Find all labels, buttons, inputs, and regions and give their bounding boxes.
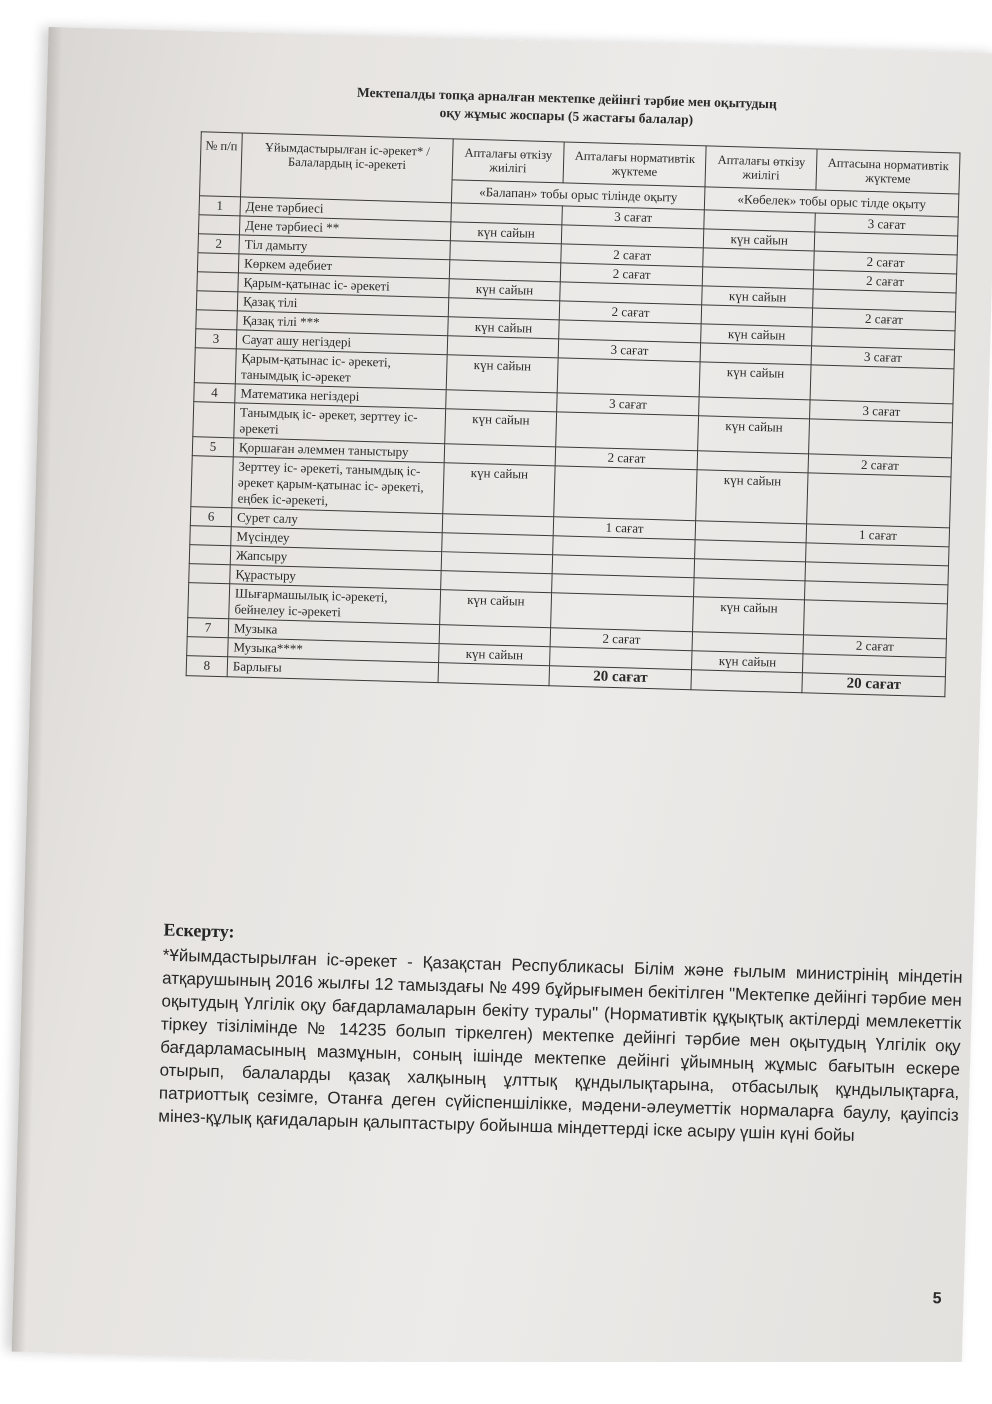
row-number (194, 348, 236, 384)
normative-load-balapan (551, 593, 694, 632)
activity-name: Қазақ тілі *** (237, 311, 448, 336)
normative-load-balapan: 20 сағат (549, 666, 692, 690)
weekly-frequency-balapan: күн сайын (446, 355, 558, 393)
weekly-frequency-kobelek: күн сайын (699, 362, 811, 400)
row-number (196, 310, 238, 330)
notes-heading: Ескерту: (163, 919, 235, 942)
activity-name: Музыка (228, 619, 439, 644)
row-number: 4 (194, 383, 236, 403)
row-number: 7 (187, 618, 229, 638)
row-number: 2 (198, 234, 240, 254)
header-weekly-freq-1: Апталағы өткізу жиілігі (452, 139, 564, 183)
activity-name: Құрастыру (230, 565, 441, 590)
row-number (189, 545, 231, 565)
header-weekly-freq-2: Апталағы өткізу жиілігі (705, 146, 817, 190)
weekly-frequency-balapan: күн сайын (450, 222, 562, 244)
normative-load-kobelek (804, 600, 948, 639)
activity-name: Тіл дамыту (239, 235, 450, 260)
normative-load-balapan: 3 сағат (562, 206, 705, 229)
weekly-frequency-kobelek: күн сайын (704, 229, 816, 251)
weekly-frequency-balapan: күн сайын (449, 279, 561, 301)
row-number (198, 215, 240, 235)
weekly-frequency-kobelek: күн сайын (693, 597, 805, 635)
page-number: 5 (932, 1290, 942, 1308)
weekly-frequency-balapan: күн сайын (439, 644, 551, 666)
activity-name: Дене тәрбиесі ** (239, 216, 450, 241)
notes-section (158, 919, 964, 1150)
header-normative-load-1: Апталағы нормативтік жүктеме (563, 142, 706, 187)
activity-name: Танымдық іс- әрекет, зерттеу іс- әрекеті (234, 403, 446, 444)
weekly-frequency-kobelek: күн сайын (692, 651, 804, 673)
page-shadow-edge (12, 27, 63, 1352)
document-page (12, 27, 992, 1378)
normative-load-balapan (556, 412, 699, 451)
activity-name: Дене тәрбиесі (240, 197, 451, 222)
row-number (197, 272, 239, 292)
normative-load-kobelek: 2 сағат (808, 454, 951, 477)
activity-name: Математика негіздері (235, 384, 446, 409)
normative-load-kobelek: 2 сағат (813, 270, 956, 293)
normative-load-kobelek: 2 сағат (812, 308, 955, 331)
row-number: 5 (192, 437, 234, 457)
normative-load-kobelek: 3 сағат (815, 213, 958, 236)
activity-name: Қарым-қатынас іс- әрекеті (238, 273, 449, 298)
normative-load-kobelek: 3 сағат (811, 346, 954, 369)
row-number (197, 253, 239, 273)
normative-load-kobelek (810, 365, 954, 404)
activity-name: Қоршаған әлеммен таныстыру (233, 438, 444, 463)
notes-text: *Ұйымдастырылған іс-әрекет - Қазақстан Республикасы Білім және ғылым министрінің міндетін атқарушының 2016 жылғы 12 тамыздағы № 499 бұйрығымен бекітілген "Мектепке дейінгі тәрбие мен оқытудың Үлгілік оқу бағдарламаларын бекіту туралы" (Нормативтік құқықтық актілерді мемлекеттік тіркеу тізілімінде № 14235 болып тіркелген) мектепке дейінгі тәрбие мен оқытудың Үлгілік оқу бағдарламасының мазмұнын, соның ішінде мектепке дейінгі ұйымның жұмыс бағытын ескере отырып, балаларды қазақ халқының ұлттық құндылықтарына, отбасылық құндылықтарға, патриоттық сезімге, Отанға деген сүйіспеншілікке, мәдени-әлеуметтік нормаларға баулу, қауіпсіз мінез-құлық қағидаларын қалыптастыру бойынша міндеттерді іске асыру үшін күні бойы (158, 945, 963, 1145)
normative-load-balapan: 3 сағат (558, 339, 701, 362)
weekly-frequency-kobelek: күн сайын (696, 470, 808, 524)
row-number (191, 456, 233, 508)
normative-load-kobelek: 1 сағат (806, 524, 949, 547)
header-group-balapan: «Балапан» тобы орыс тілінде оқыту (451, 180, 705, 210)
normative-load-balapan: 1 сағат (553, 517, 696, 540)
row-number (196, 291, 238, 311)
row-number: 8 (186, 656, 228, 677)
normative-load-balapan (557, 358, 700, 397)
background-strip (0, 1362, 992, 1404)
activity-name: Жапсыру (230, 546, 441, 571)
weekly-frequency-balapan: күн сайын (445, 409, 557, 447)
weekly-frequency-balapan: күн сайын (443, 463, 555, 517)
title-line-2: оқу жұмыс жоспары (5 жастағы балалар) (439, 104, 694, 128)
normative-load-kobelek: 2 сағат (814, 251, 957, 274)
weekly-frequency-balapan (438, 663, 550, 686)
normative-load-kobelek: 3 сағат (810, 400, 953, 423)
header-activity: Ұйымдастырылған іс-әрекет* /Балалардың іс-әрекеті (241, 133, 454, 203)
row-number: 1 (199, 196, 241, 216)
normative-load-balapan: 2 сағат (555, 447, 698, 470)
header-num: № п/п (200, 132, 243, 197)
row-number (190, 526, 232, 546)
activity-name: Қазақ тілі (237, 292, 448, 317)
row-number (189, 564, 231, 584)
row-number (193, 402, 235, 438)
normative-load-balapan: 2 сағат (560, 263, 703, 286)
activity-name: Көркем әдебиет (238, 254, 449, 279)
row-number (188, 583, 230, 619)
normative-load-balapan (554, 466, 698, 521)
row-number (187, 637, 229, 657)
normative-load-kobelek (807, 473, 951, 528)
activity-name: Мүсіндеу (231, 527, 442, 552)
normative-load-balapan: 2 сағат (550, 628, 693, 651)
activity-name: Барлығы (227, 657, 438, 683)
weekly-frequency-kobelek: күн сайын (702, 286, 814, 308)
header-normative-load-2: Аптасына нормативтік жүктеме (816, 149, 960, 194)
activity-name: Сауат ашу негіздері (236, 330, 447, 355)
normative-load-balapan: 3 сағат (557, 393, 700, 416)
title-line-1: Мектепалды топқа арналған мектепке дейінгі тәрбие мен оқытудың (356, 84, 777, 112)
weekly-frequency-balapan: күн сайын (440, 590, 552, 628)
normative-load-kobelek (809, 419, 953, 458)
row-number: 6 (190, 507, 232, 527)
normative-load-kobelek: 2 сағат (803, 635, 946, 658)
activity-name: Зерттеу іс- әрекеті, танымдық іс- әрекет қарым-қатынас іс- әрекеті, еңбек іс-әрекеті, (232, 457, 444, 514)
weekly-frequency-kobelek (691, 670, 803, 693)
document-title (286, 82, 847, 134)
activity-name: Шығармашылық іс-әрекеті, бейнелеу іс-әрекеті (229, 584, 441, 625)
normative-load-balapan: 2 сағат (561, 244, 704, 267)
activity-name: Сурет салу (231, 508, 442, 533)
weekly-frequency-kobelek: күн сайын (698, 416, 810, 454)
weekly-frequency-kobelek: күн сайын (701, 324, 813, 346)
normative-load-balapan: 2 сағат (559, 301, 702, 324)
weekly-frequency-balapan: күн сайын (448, 317, 560, 339)
table-body (186, 196, 958, 697)
row-number: 3 (195, 329, 237, 349)
activity-name: Қарым-қатынас іс- әрекеті, танымдық іс-әрекет (235, 349, 447, 390)
normative-load-kobelek: 20 сағат (802, 673, 945, 697)
curriculum-table (186, 131, 961, 697)
header-group-kobelek: «Көбелек» тобы орыс тілде оқыту (705, 187, 959, 217)
activity-name: Музыка**** (228, 638, 439, 663)
